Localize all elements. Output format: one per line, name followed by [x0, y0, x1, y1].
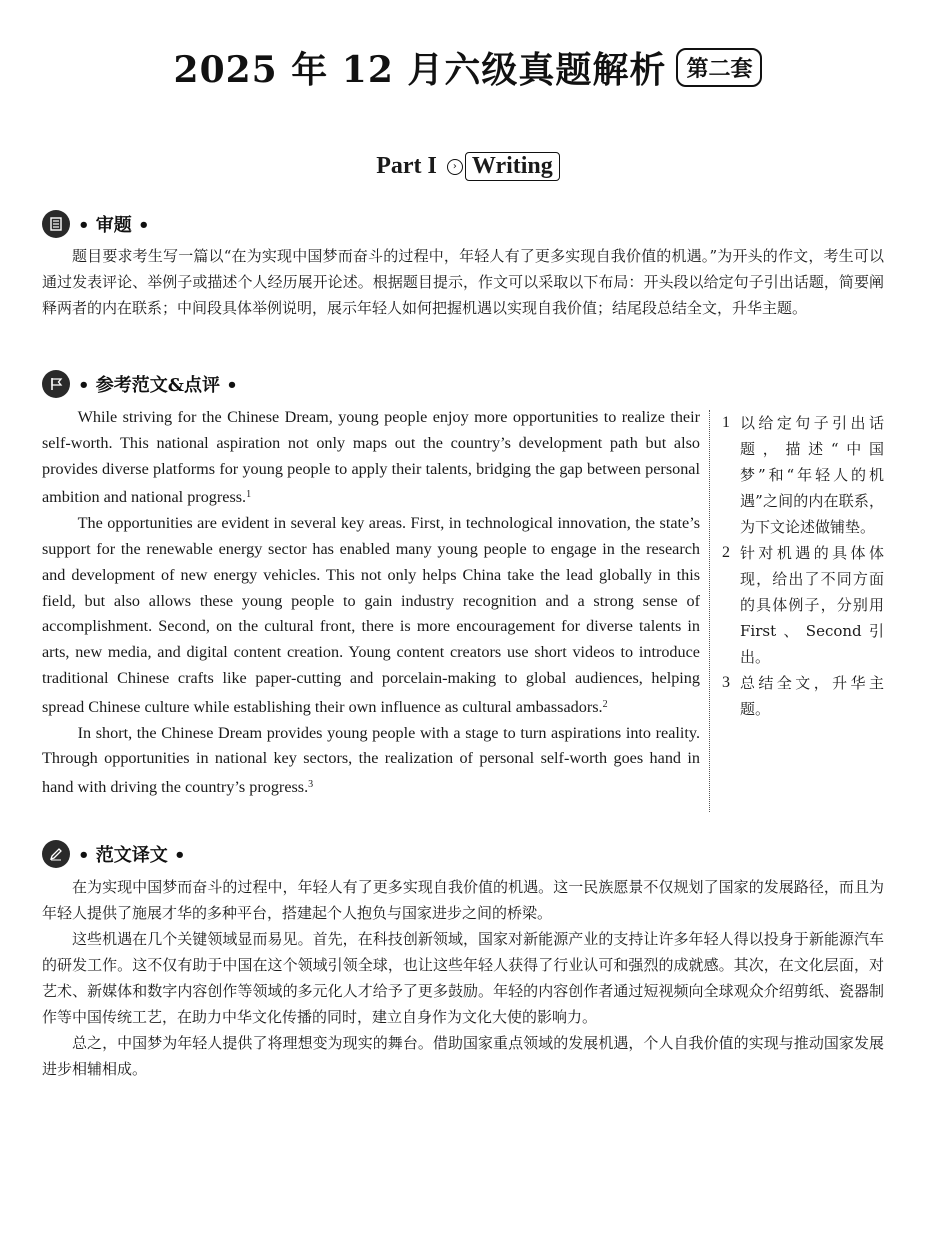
note-number: 3 [722, 674, 730, 691]
section-translation-header [42, 840, 186, 868]
note-marker: 3 [308, 779, 314, 791]
section-review-header [42, 210, 150, 238]
note-marker: 1 [246, 489, 252, 501]
part-header [0, 152, 936, 181]
dotted-divider [709, 410, 710, 812]
note-text: 针对机遇的具体体现，给出了不同方面的具体例子，分别用First、Second引出。 [740, 544, 884, 666]
essay-notes [722, 410, 884, 722]
title-text: 2025 年 12 月六级真题解析 [173, 49, 667, 91]
essay-paragraph [42, 721, 700, 801]
section-essay-header [42, 370, 238, 398]
flag-icon [42, 370, 70, 398]
note-number: 2 [722, 544, 730, 561]
note-item [722, 410, 884, 540]
note-number: 1 [722, 414, 730, 431]
review-paragraph: 题目要求考生写一篇以“在为实现中国梦而奋斗的过程中，年轻人有了更多实现自我价值的机遇。”为开头的作文，考生可以通过发表评论、举例子或描述个人经历展开论述。根据题目提示，作文可以采取以下布局：开头段以给定句子引出话题，简要阐释两者的内在联系；中间段具体举例说明，展示年轻人如何把握机遇以实现自我价值；结尾段总结全文，升华主题。 [42, 247, 884, 317]
essay-paragraph [42, 511, 700, 720]
essay-paragraph [42, 405, 700, 511]
sample-essay [42, 405, 700, 801]
review-paragraph-block [42, 243, 884, 321]
arrow-circle-icon: › [447, 159, 463, 175]
section-essay-title: • 参考范文&点评 • [78, 375, 238, 396]
page-title [0, 42, 936, 93]
note-item [722, 540, 884, 670]
translation-paragraph: 这些机遇在几个关键领域显而易见。首先，在科技创新领域，国家对新能源产业的支持让许多年轻人得以投身于新能源汽车的研发工作。这不仅有助于中国在这个领域引领全球，也让这些年轻人获得了行业认可和强烈的成就感。其次，在文化层面，对艺术、新媒体和数字内容创作等领域的多元化人才给予了更多鼓励。年轻的内容创作者通过短视频向全球观众介绍剪纸、瓷器制作等中国传统工艺，在助力中华文化传播的同时，建立自身作为文化大使的影响力。 [42, 930, 884, 1026]
note-text: 总结全文，升华主题。 [740, 674, 884, 718]
section-translation-title: • 范文译文 • [78, 845, 186, 866]
note-item [722, 670, 884, 722]
translation-paragraph: 总之，中国梦为年轻人提供了将理想变为现实的舞台。借助国家重点领域的发展机遇，个人自我价值的实现与推动国家发展进步相辅相成。 [42, 1034, 884, 1078]
note-marker: 2 [602, 698, 608, 710]
essay-text: While striving for the Chinese Dream, young people enjoy more opportunities to realize their self-worth. This national aspiration not only maps out the country’s development path but also provides diverse platforms for young people to apply their talents, bridging the gap between personal ambition and national progress. [42, 408, 700, 507]
title-tag: 第二套 [676, 48, 762, 87]
translation-paragraph: 在为实现中国梦而奋斗的过程中，年轻人有了更多实现自我价值的机遇。这一民族愿景不仅规划了国家的发展路径，而且为年轻人提供了施展才华的多种平台，搭建起个人抱负与国家进步之间的桥梁。 [42, 878, 884, 922]
pen-icon [42, 840, 70, 868]
document-icon [42, 210, 70, 238]
note-text: 以给定句子引出话题，描述“中国梦”和“年轻人的机遇”之间的内在联系，为下文论述做铺垫。 [740, 414, 884, 536]
essay-text: The opportunities are evident in several key areas. First, in technological innovation, the state’s support for the renewable energy sector has enabled many young people to engage in the research and development of new energy vehicles. This not only helps China take the lead globally in this field, but also allows these young people to gain industry recognition and a strong sense of accomplishment. Second, on the cultural front, there is more encouragement for diverse talents in arts, new media, and digital content creation. Young content creators use short videos to introduce traditional Chinese crafts like paper-cutting and porcelain-making to global audiences, helping spread Chinese culture while establishing their own influence as cultural ambassadors. [42, 514, 700, 716]
part-name: Writing [465, 152, 560, 181]
section-review-title: • 审题 • [78, 215, 150, 236]
essay-text: In short, the Chinese Dream provides young people with a stage to turn aspirations into reality. Through opportunities in national key sectors, the realization of personal self-worth goes hand in hand with driving the country’s progress. [42, 723, 700, 797]
part-label: Part I [376, 153, 437, 179]
translation-block [42, 874, 884, 1082]
